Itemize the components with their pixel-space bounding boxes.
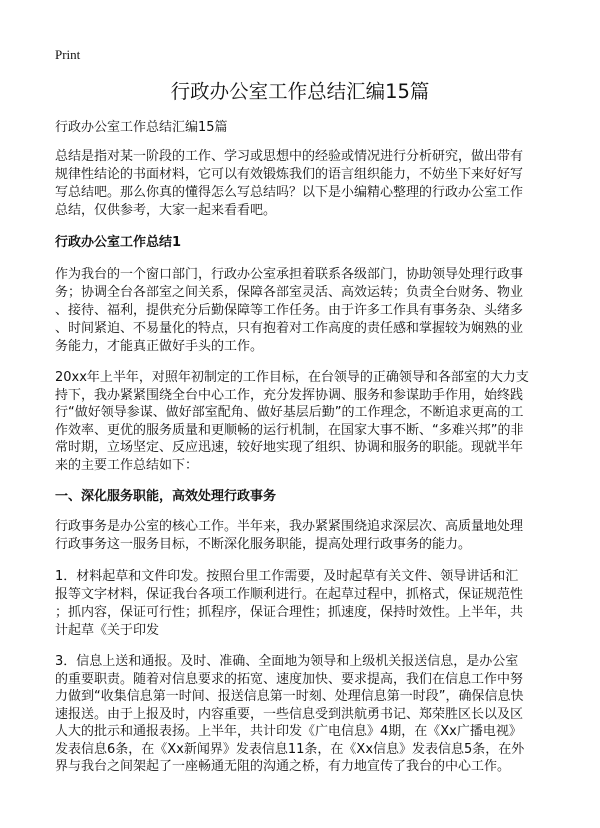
text-line: 人大的批示和通报表扬。上半年，共计印发《广电信息》4期，在《Xx广播电视》: [55, 724, 522, 739]
text-line: 发表信息6条，在《Xx新闻界》发表信息11条，在《Xx信息》发表信息5条，在外: [55, 741, 525, 757]
paragraph-2: [55, 369, 529, 474]
text-line: 规律性结论的书面材料，它可以有效锻炼我们的语言组织能力，不妨坐下来好好写: [55, 167, 524, 182]
intro-paragraph: [55, 148, 523, 220]
list-item-1: [55, 568, 523, 640]
list-item-3: [55, 653, 524, 776]
text-line: 务；协调全台各部室之间关系，保障各部室灵活、高效运转；负责全台财务、物业: [55, 285, 524, 300]
text-line: 写总结吧。那么你真的懂得怎么写总结吗？以下是小编精心整理的行政办公室工作: [55, 185, 524, 200]
text-line: 作为我台的一个窗口部门，行政办公室承担着联系各级部门，协助领导处理行政事: [55, 267, 524, 282]
text-line: 、接待、福利，提供充分后勤保障等工作任务。由于许多工作具有事务杂、头绪多: [55, 303, 524, 318]
text-line: 总结，仅供参考，大家一起来看看吧。: [55, 203, 277, 218]
text-line: 界与我台之间架起了一座畅通无阻的沟通之桥，有力地宣传了我台的中心工作。: [55, 759, 511, 774]
print-link[interactable]: Print: [55, 47, 81, 62]
text-line: 来的主要工作总结如下：: [55, 457, 199, 473]
text-line: 报等文字材料，保证我台各项工作顺利进行。在起草过程中，抓格式，保证规范性: [55, 587, 524, 602]
text-line: 总结是指对某一阶段的工作、学习或思想中的经验或情况进行分析研究，做出带有: [55, 149, 524, 164]
section-heading-1: 行政办公室工作总结1: [55, 235, 182, 250]
paragraph-1: [55, 266, 523, 356]
page-title: 行政办公室工作总结汇编15篇: [170, 80, 430, 103]
paragraph-3: [55, 518, 523, 554]
text-line: 行政事务是办公室的核心工作。半年来，我办紧紧围绕追求深层次、高质量地处理: [55, 519, 524, 534]
text-line: ；抓内容，保证可行性；抓程序，保证合理性；抓速度，保持时效性。上半年，共: [55, 605, 524, 620]
text-line: 行政事务这一服务目标，不断深化服务职能，提高处理行政事务的能力。: [55, 537, 472, 552]
text-line: 持下，我办紧紧围绕全台中心工作，充分发挥协调、服务和参谋助手作用，始终践: [55, 387, 524, 403]
text-line: 行“做好领导参谋、做好部室配角、做好基层后勤”的工作理念，不断追求更高的工: [55, 405, 524, 420]
section-heading-2: 一、深化服务职能，高效处理行政事务: [55, 489, 277, 504]
text-line: 计起草《关于印发: [55, 623, 160, 638]
text-line: 力做到“收集信息第一时间、报送信息第一时刻、处理信息第一时段”，确保信息快: [55, 689, 524, 704]
text-line: 速报送。由于上报及时，内容重要，一些信息受到洪航勇书记、郑荣胜区长以及区: [55, 706, 524, 722]
text-line: 1．材料起草和文件印发。按照台里工作需要，及时起草有关文件、领导讲话和汇: [55, 569, 519, 584]
subtitle: 行政办公室工作总结汇编15篇: [55, 120, 228, 135]
text-line: 的重要职责。随着对信息要求的拓宽、速度加快、要求提高，我们在信息工作中努: [55, 671, 524, 687]
text-line: 常时期，立场坚定、反应迅速，较好地实现了组织、协调和服务的职能。现就半年: [55, 440, 524, 455]
text-line: 作效率、更优的服务质量和更顺畅的运行机制，在国家大事不断、“多难兴邦”的非: [55, 422, 524, 438]
text-line: 、时间紧迫、不易量化的特点，只有抱着对工作高度的责任感和掌握较为娴熟的业: [55, 321, 524, 336]
text-line: 20xx年上半年，对照年初制定的工作目标，在台领导的正确领导和各部室的大力支: [55, 370, 529, 385]
text-line: 3．信息上送和通报。及时、准确、全面地为领导和上级机关报送信息，是办公室: [55, 654, 519, 669]
text-line: 务能力，才能真正做好手头的工作。: [55, 339, 264, 354]
